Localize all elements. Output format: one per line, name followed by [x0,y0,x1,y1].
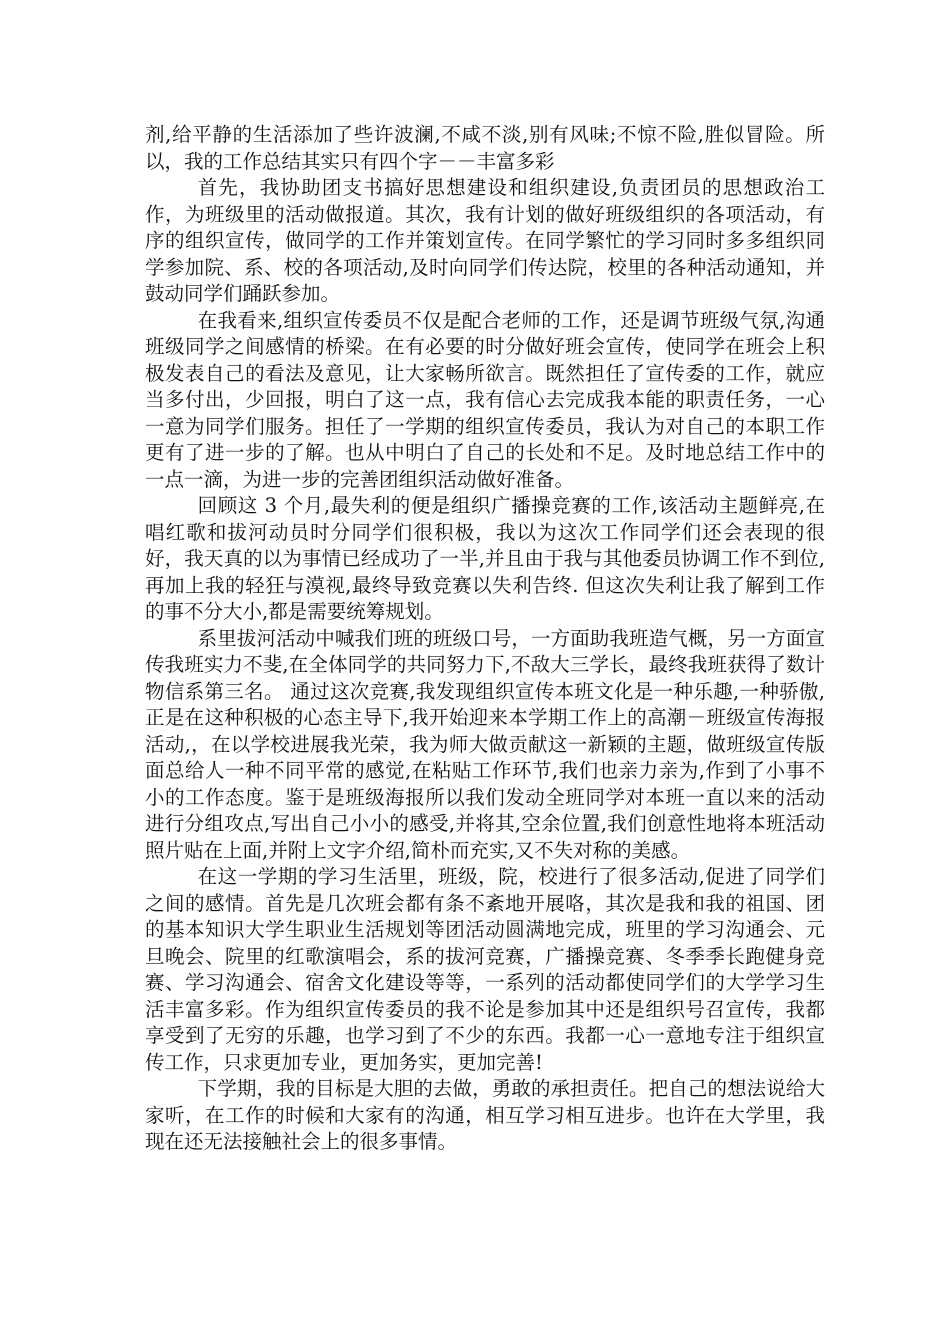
paragraph-semester-activities: 在这一学期的学习生活里，班级，院，校进行了很多活动,促进了同学们之间的感情。首先是几次班会都有条不紊地开展咯，其次是我和我的祖国、团的基本知识大学生职业生活规划等团活动圆满地完成，班里的学习沟通会、元旦晚会、院里的红歌演唱会，系的拔河竞赛，广播操竞赛、冬季季长跑健身竞赛、学习沟通会、宿舍文化建设等等，一系列的活动都使同学们的大学学习生活丰富多彩。作为组织宣传委员的我不论是参加其中还是组织号召宣传，我都享受到了无穷的乐趣，也学习到了不少的东西。我都一心一意地专注于组织宣传工作，只求更加专业，更加务实，更加完善! [145,865,825,1074]
paragraph-review-failure: 回顾这 3 个月,最失利的便是组织广播操竞赛的工作,该活动主题鲜亮,在唱红歌和拔河动员时分同学们很积极，我以为这次工作同学们还会表现的很好，我天真的以为事情已经成功了一半,并且由于我与其他委员协调工作不到位,再加上我的轻狂与漠视,最终导致竞赛以失利告终. 但这次失利让我了解到工作的事不分大小,都是需要统筹规划。 [145,494,825,623]
paragraph-tug-of-war: 系里拔河活动中喊我们班的班级口号，一方面助我班造气概，另一方面宣传我班实力不斐,在全体同学的共同努力下,不敌大三学长，最终我班获得了数计物信系第三名。 通过这次竞赛,我发现组织宣传本班文化是一种乐趣,一种骄傲,正是在这种积极的心态主导下,我开始迎来本学期工作上的高潮－班级宣传海报活动,，在以学校进展我光荣，我为师大做贡献这一新颖的主题，做班级宣传版面总给人一种不同平常的感觉,在粘贴工作环节,我们也亲力亲为,作到了小事不小的工作态度。鉴于是班级海报所以我们发动全班同学对本班一直以来的活动进行分组攻点,写出自己小小的感受,并将其,空余位置,我们创意性地将本班活动照片贴在上面,并附上文字介绍,简朴而充实,又不失对称的美感。 [145,626,825,862]
paragraph-continuation: 剂,给平静的生活添加了些许波澜,不咸不淡,别有风味;不惊不险,胜似冒险。所以，我的工作总结其实只有四个字－－丰富多彩 [145,123,825,173]
document-body [145,122,825,1156]
paragraph-role-reflection: 在我看来,组织宣传委员不仅是配合老师的工作，还是调节班级气氛,沟通班级同学之间感情的桥梁。在有必要的时分做好班会宣传，使同学在班会上积极发表自己的看法及意见，让大家畅所欲言。既然担任了宣传委的工作，就应当多付出，少回报，明白了这一点，我有信心去完成我本能的职责任务，一心一意为同学们服务。担任了一学期的组织宣传委员，我认为对自己的本职工作更有了进一步的了解。也从中明白了自己的长处和不足。及时地总结工作中的一点一滴，为进一步的完善团组织活动做好准备。 [145,308,825,491]
paragraph-next-semester: 下学期，我的目标是大胆的去做，勇敢的承担责任。把自己的想法说给大家听，在工作的时候和大家有的沟通，相互学习相互进步。也许在大学里，我现在还无法接触社会上的很多事情。 [145,1077,825,1153]
paragraph-duties: 首先，我协助团支书搞好思想建设和组织建设,负责团员的思想政治工作，为班级里的活动做报道。其次，我有计划的做好班级组织的各项活动，有序的组织宣传，做同学的工作并策划宣传。在同学繁忙的学习同时多多组织同学参加院、系、校的各项活动,及时向同学们传达院，校里的各种活动通知，并鼓动同学们踊跃参加。 [145,176,825,305]
